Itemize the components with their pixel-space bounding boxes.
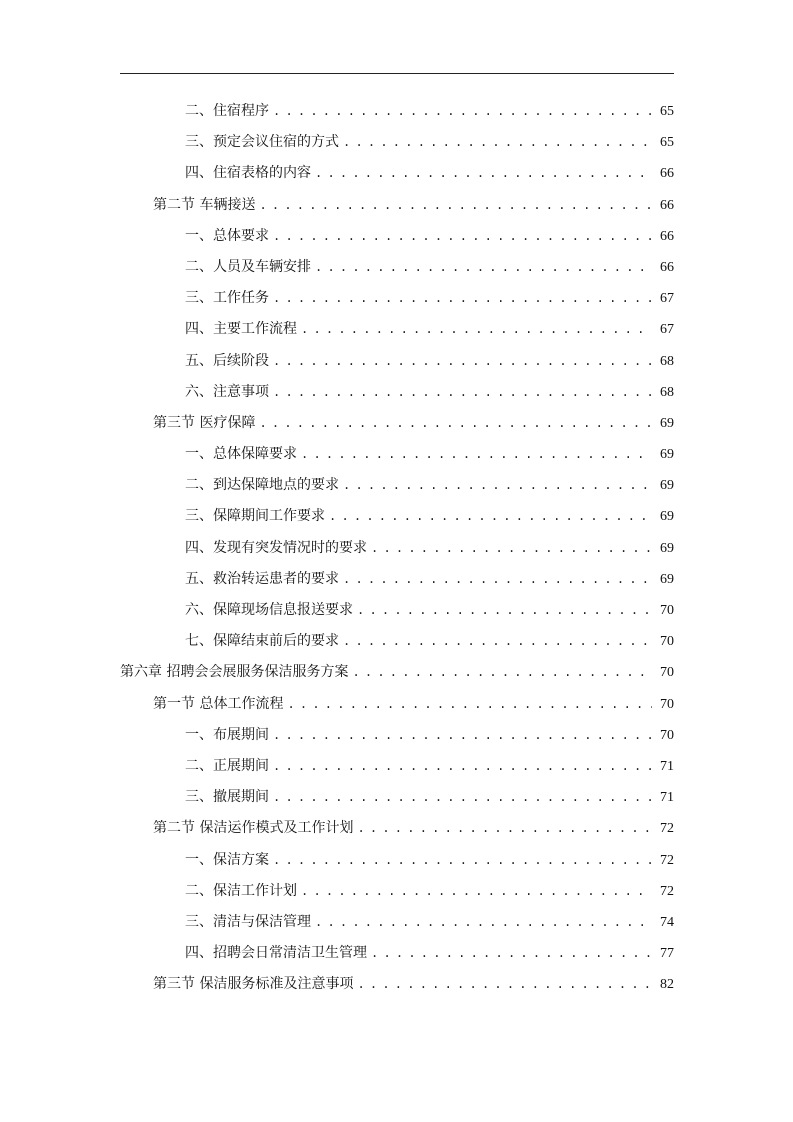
toc-entry-page-number: 74 [660, 914, 674, 930]
toc-entry-title: 一、布展期间 [185, 726, 269, 743]
toc-entry-page-number: 67 [660, 322, 674, 338]
toc-dot-leader [301, 314, 652, 345]
toc-entry-page-number: 72 [660, 821, 674, 837]
toc-entry[interactable] [120, 969, 674, 1000]
toc-entry-page-number: 70 [660, 634, 674, 650]
toc-dot-leader [329, 501, 652, 532]
toc-entry[interactable] [120, 470, 674, 501]
toc-entry-page-number: 71 [660, 790, 674, 806]
toc-entry-title: 二、住宿程序 [185, 103, 269, 119]
toc-entry-page-number: 69 [660, 540, 674, 556]
toc-entry[interactable] [120, 782, 674, 813]
table-of-contents [120, 96, 674, 1000]
toc-entry-title: 第三节 医疗保障 [153, 414, 256, 431]
toc-entry-page-number: 66 [660, 259, 674, 275]
toc-entry-page-number: 65 [660, 135, 674, 151]
toc-entry-page-number: 69 [660, 509, 674, 525]
toc-entry-page-number: 65 [660, 104, 674, 119]
toc-entry[interactable] [120, 626, 674, 657]
toc-dot-leader [259, 190, 652, 221]
toc-entry-title: 一、保洁方案 [185, 851, 269, 868]
toc-entry-page-number: 69 [660, 478, 674, 494]
toc-entry[interactable] [120, 595, 674, 626]
toc-dot-leader [273, 96, 652, 127]
toc-entry-page-number: 69 [660, 415, 674, 431]
toc-dot-leader [315, 907, 652, 938]
toc-entry[interactable] [120, 377, 674, 408]
toc-entry-page-number: 70 [660, 696, 674, 712]
toc-entry-title: 第二节 保洁运作模式及工作计划 [153, 820, 354, 837]
toc-entry-title: 第六章 招聘会会展服务保洁服务方案 [120, 664, 349, 681]
toc-dot-leader [273, 845, 652, 876]
toc-dot-leader [273, 751, 652, 782]
toc-dot-leader [352, 657, 652, 688]
toc-dot-leader [273, 782, 652, 813]
toc-entry[interactable] [120, 127, 674, 158]
toc-dot-leader [273, 221, 652, 252]
toc-dot-leader [301, 439, 652, 470]
toc-entry[interactable] [120, 938, 674, 969]
toc-entry-title: 四、住宿表格的内容 [185, 165, 311, 182]
toc-entry-page-number: 77 [660, 946, 674, 962]
toc-entry-page-number: 67 [660, 291, 674, 307]
toc-entry[interactable] [120, 439, 674, 470]
toc-entry[interactable] [120, 564, 674, 595]
toc-entry-page-number: 71 [660, 758, 674, 774]
toc-dot-leader [273, 346, 652, 377]
toc-entry-page-number: 68 [660, 353, 674, 369]
toc-entry[interactable] [120, 689, 674, 720]
toc-entry-title: 二、人员及车辆安排 [185, 258, 311, 275]
toc-dot-leader [357, 595, 652, 626]
toc-entry[interactable] [120, 876, 674, 907]
toc-dot-leader [273, 377, 652, 408]
toc-entry[interactable] [120, 657, 674, 688]
toc-entry[interactable] [120, 190, 674, 221]
toc-entry-page-number: 66 [660, 228, 674, 244]
toc-entry[interactable] [120, 158, 674, 189]
toc-entry-title: 六、保障现场信息报送要求 [185, 602, 353, 618]
toc-entry[interactable] [120, 346, 674, 377]
toc-entry[interactable] [120, 252, 674, 283]
toc-dot-leader [357, 813, 652, 844]
toc-dot-leader [301, 876, 652, 907]
toc-entry[interactable] [120, 813, 674, 844]
toc-entry-title: 三、保障期间工作要求 [185, 508, 325, 525]
toc-entry-title: 六、注意事项 [185, 383, 269, 400]
toc-entry-page-number: 72 [660, 883, 674, 899]
toc-entry[interactable] [120, 751, 674, 782]
toc-dot-leader [343, 564, 652, 595]
toc-entry[interactable] [120, 533, 674, 564]
toc-entry[interactable] [120, 845, 674, 876]
toc-entry-title: 四、招聘会日常清洁卫生管理 [185, 945, 367, 962]
toc-entry-title: 三、撤展期间 [185, 789, 269, 806]
toc-dot-leader [343, 470, 652, 501]
toc-entry-title: 第三节 保洁服务标准及注意事项 [153, 976, 354, 993]
toc-entry-page-number: 66 [660, 166, 674, 182]
toc-entry-page-number: 70 [660, 665, 674, 681]
toc-entry[interactable] [120, 408, 674, 439]
toc-dot-leader [259, 408, 652, 439]
toc-dot-leader [371, 938, 652, 969]
toc-entry-title: 三、工作任务 [185, 290, 269, 307]
toc-entry[interactable] [120, 501, 674, 532]
toc-entry-page-number: 72 [660, 852, 674, 868]
toc-entry-page-number: 69 [660, 571, 674, 587]
toc-entry[interactable] [120, 283, 674, 314]
toc-entry[interactable] [120, 221, 674, 252]
toc-entry[interactable] [120, 314, 674, 345]
toc-entry-title: 二、到达保障地点的要求 [185, 477, 339, 494]
toc-entry-title: 一、总体要求 [185, 227, 269, 244]
toc-entry-title: 四、主要工作流程 [185, 321, 297, 338]
toc-entry-page-number: 70 [660, 727, 674, 743]
toc-entry-page-number: 66 [660, 197, 674, 213]
toc-entry-title: 五、救治转运患者的要求 [185, 570, 339, 587]
header-rule [120, 73, 674, 74]
toc-dot-leader [343, 127, 652, 158]
toc-entry-title: 二、正展期间 [185, 757, 269, 774]
toc-dot-leader [287, 689, 652, 720]
toc-entry-title: 二、保洁工作计划 [185, 882, 297, 899]
toc-dot-leader [343, 626, 652, 657]
toc-entry-page-number: 70 [660, 603, 674, 618]
toc-entry-title: 一、总体保障要求 [185, 446, 297, 463]
toc-entry-title: 四、发现有突发情况时的要求 [185, 539, 367, 556]
toc-dot-leader [357, 969, 652, 1000]
toc-dot-leader [315, 158, 652, 189]
toc-entry-page-number: 69 [660, 447, 674, 463]
toc-entry-title: 七、保障结束前后的要求 [185, 633, 339, 650]
toc-dot-leader [371, 533, 652, 564]
toc-entry[interactable] [120, 96, 674, 127]
toc-entry[interactable] [120, 907, 674, 938]
toc-entry-title: 第一节 总体工作流程 [153, 695, 284, 712]
toc-entry-title: 三、清洁与保洁管理 [185, 913, 311, 930]
toc-entry-title: 三、预定会议住宿的方式 [185, 134, 339, 151]
toc-entry-page-number: 68 [660, 384, 674, 400]
toc-entry-title: 五、后续阶段 [185, 352, 269, 369]
toc-entry-title: 第二节 车辆接送 [153, 196, 256, 213]
toc-dot-leader [273, 720, 652, 751]
toc-dot-leader [273, 283, 652, 314]
toc-entry[interactable] [120, 720, 674, 751]
toc-dot-leader [315, 252, 652, 283]
toc-entry-page-number: 82 [660, 977, 674, 993]
